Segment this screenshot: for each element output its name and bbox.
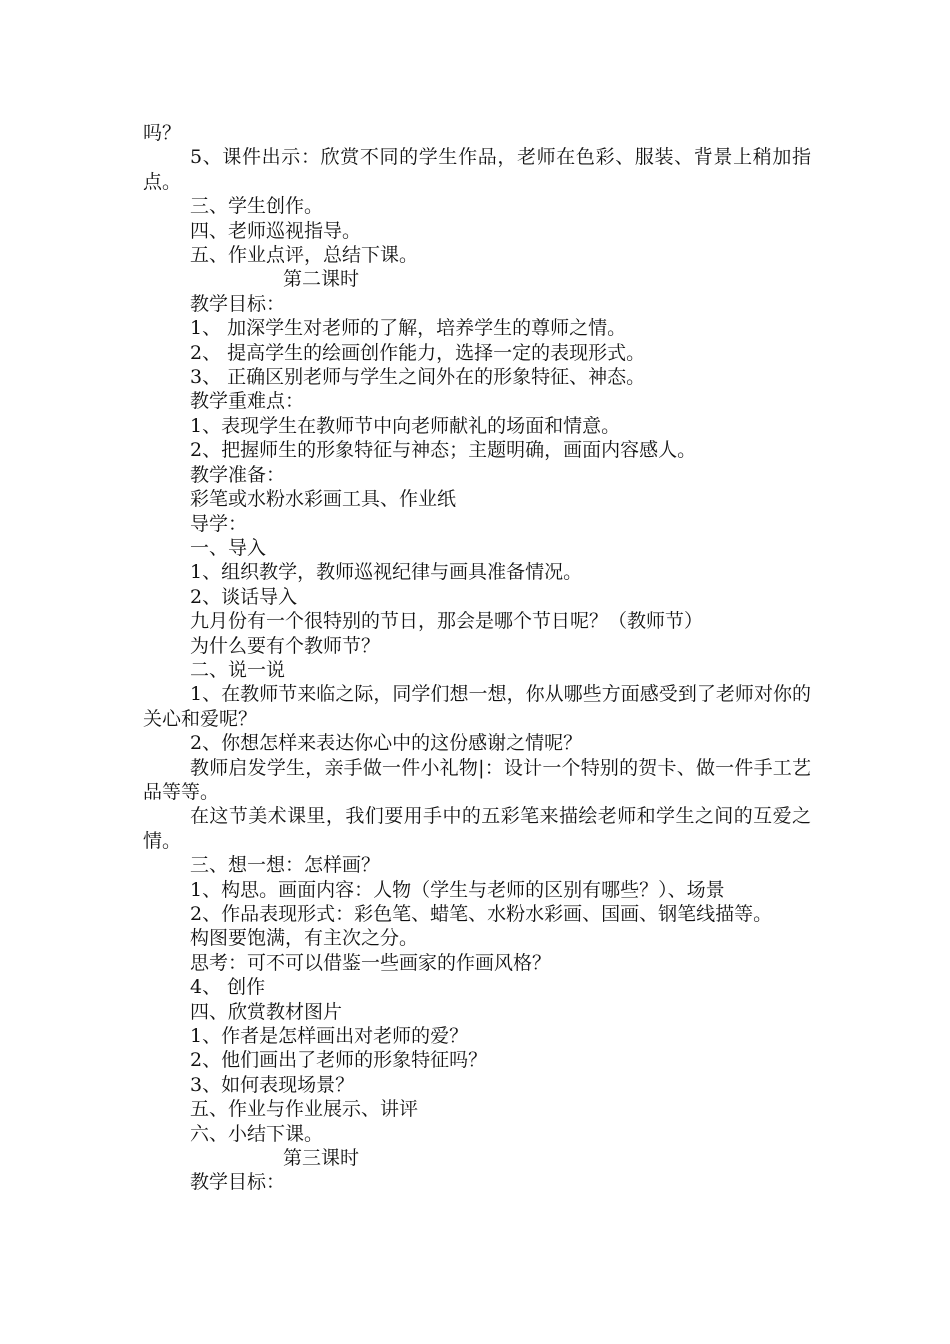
list-item: 2、把握师生的形象特征与神态；主题明确，画面内容感人。 [190,439,697,462]
section-heading: 一、导入 [190,536,267,559]
list-item: 1、构思。画面内容：人物（学生与老师的区别有哪些？）、场景 [190,878,725,901]
list-item: 1、表现学生在教师节中向老师献礼的场面和情意。 [190,414,621,437]
section-heading: 三、想一想：怎样画？ [190,854,381,877]
section-heading: 二、说一说 [190,658,286,681]
list-item: 2、作品表现形式：彩色笔、蜡笔、水粉水彩画、国画、钢笔线描等。 [190,903,773,925]
list-item: 1、作者是怎样画出对老师的爱？ [190,1025,469,1048]
text-line: 为什么要有个教师节？ [190,634,381,657]
text-line: 思考：可不可以借鉴一些画家的作画风格？ [190,951,552,974]
text-paragraph: 5、课件出示：欣赏不同的学生作品，老师在色彩、服装、背景上稍加指点。 [143,146,811,193]
text-line: 构图要饱满，有主次之分。 [190,927,419,950]
section-heading: 三、学生创作。 [190,195,324,218]
subheading: 教学目标： [190,1171,286,1194]
subheading: 教学重难点： [190,390,305,413]
lesson-title: 第三课时 [283,1147,360,1170]
list-item: 2、他们画出了老师的形象特征吗？ [190,1049,488,1072]
list-item: 2、你想怎样来表达你心中的这份感谢之情呢？ [190,732,583,755]
document-body [143,121,811,1195]
subheading: 教学准备： [190,463,286,486]
text-line: 彩笔或水粉水彩画工具、作业纸 [190,488,457,511]
list-item: 1、组织教学，教师巡视纪律与画具准备情况。 [190,561,583,584]
text-line: 九月份有一个很特别的节日，那会是哪个节日呢？（教师节） [190,610,704,633]
section-heading: 五、作业点评，总结下课。 [190,244,419,267]
lesson-title: 第二课时 [283,268,360,291]
section-heading: 四、欣赏教材图片 [190,1000,343,1023]
text-paragraph: 教师启发学生，亲手做一件小礼物|：设计一个特别的贺卡、做一件手工艺品等等。 [143,756,811,803]
list-item: 2、 提高学生的绘画创作能力，选择一定的表现形式。 [190,341,646,364]
text-paragraph: 在这节美术课里，我们要用手中的五彩笔来描绘老师和学生之间的互爱之情。 [143,805,811,852]
section-heading: 六、小结下课。 [190,1122,324,1145]
list-item: 1、 加深学生对老师的了解，培养学生的尊师之情。 [190,317,627,340]
list-item: 4、 创作 [190,976,266,999]
list-item: 3、 正确区别老师与学生之间外在的形象特征、神态。 [190,366,646,389]
text-paragraph: 1、在教师节来临之际，同学们想一想，你从哪些方面感受到了老师对你的关心和爱呢？ [143,683,811,730]
section-heading: 五、作业与作业展示、讲评 [190,1098,419,1121]
list-item: 3、如何表现场景？ [190,1073,355,1096]
list-item: 2、谈话导入 [190,585,298,608]
section-heading: 四、老师巡视指导。 [190,219,362,242]
subheading: 教学目标： [190,292,286,315]
subheading: 导学： [190,512,248,535]
text-line: 吗？ [143,122,182,144]
